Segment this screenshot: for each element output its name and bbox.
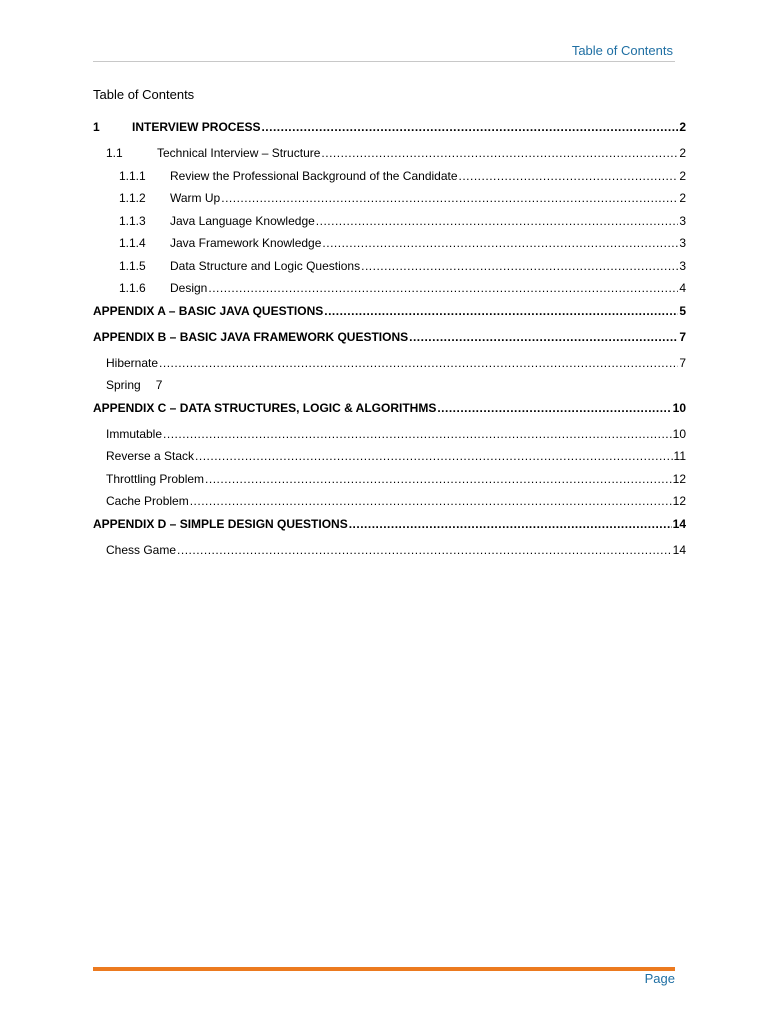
toc-entry-label: Reverse a Stack <box>106 449 195 463</box>
toc-entry[interactable] <box>93 447 686 470</box>
toc-dot-leader <box>437 399 671 417</box>
toc-entry[interactable] <box>93 354 686 377</box>
toc-entry-label: Hibernate <box>106 355 159 370</box>
table-of-contents <box>93 86 686 563</box>
toc-dot-leader <box>324 302 678 320</box>
toc-entry-page-number: 12 <box>672 494 686 508</box>
header-rule <box>93 61 675 62</box>
toc-dot-leader <box>321 144 678 162</box>
toc-entry-page-number: 11 <box>673 449 686 463</box>
toc-dot-leader <box>316 212 679 230</box>
toc-entry-label: Technical Interview – Structure <box>157 146 321 160</box>
toc-entry[interactable] <box>93 541 686 564</box>
toc-entry-label: Design <box>170 281 208 295</box>
toc-dot-leader <box>261 118 678 136</box>
toc-entry-label: APPENDIX D – SIMPLE DESIGN QUESTIONS <box>93 516 348 531</box>
toc-dot-leader <box>159 354 678 372</box>
toc-entry-number: 1.1.1 <box>119 168 146 183</box>
toc-dot-leader <box>459 167 679 185</box>
toc-entry-page-number: 7 <box>679 355 686 370</box>
toc-entry[interactable] <box>93 492 686 515</box>
toc-dot-leader <box>409 328 678 346</box>
toc-entry-label: APPENDIX B – BASIC JAVA FRAMEWORK QUESTIONS <box>93 329 409 344</box>
toc-entry-page-number: 10 <box>672 426 686 441</box>
toc-entry[interactable] <box>93 470 686 493</box>
toc-entry-page-number: 14 <box>672 542 686 557</box>
toc-entry-page-number: 2 <box>679 146 686 160</box>
toc-dot-leader <box>208 279 678 297</box>
toc-dot-leader <box>205 470 672 488</box>
toc-dot-leader <box>163 425 672 443</box>
toc-entry[interactable] <box>93 212 686 235</box>
toc-entry-number: 1.1.3 <box>119 213 146 228</box>
toc-entry-number: 1.1 <box>106 146 123 160</box>
toc-entry[interactable] <box>93 118 686 144</box>
toc-dot-leader <box>221 189 678 207</box>
toc-entry[interactable] <box>93 257 686 280</box>
toc-entry-page-number: 12 <box>672 471 686 486</box>
toc-entry[interactable] <box>93 189 686 212</box>
toc-entry[interactable] <box>93 425 686 448</box>
toc-dot-leader <box>177 541 672 559</box>
toc-entry-label: Immutable <box>106 426 163 441</box>
toc-dot-leader <box>322 234 678 252</box>
toc-entry[interactable] <box>93 279 686 302</box>
toc-entry-label: Java Framework Knowledge <box>170 236 322 250</box>
toc-entry-page-number: 7 <box>155 378 163 392</box>
toc-entry-number: 1.1.4 <box>119 236 146 250</box>
toc-entry-label: Spring <box>106 378 141 392</box>
toc-entry-label: INTERVIEW PROCESS <box>132 120 261 134</box>
running-header-title: Table of Contents <box>571 43 673 58</box>
toc-entry[interactable] <box>93 376 686 399</box>
toc-entry-page-number: 2 <box>679 191 686 205</box>
toc-entry[interactable] <box>93 234 686 257</box>
toc-entry[interactable] <box>93 515 686 541</box>
toc-entry[interactable] <box>93 302 686 328</box>
toc-entry-page-number: 3 <box>679 236 686 250</box>
toc-entry-page-number: 4 <box>679 281 686 295</box>
toc-entry-label: Java Language Knowledge <box>170 213 315 228</box>
toc-entry-label: Review the Professional Background of the Candidate <box>170 168 458 183</box>
toc-entry[interactable] <box>93 167 686 190</box>
toc-entry-number: 1.1.5 <box>119 258 146 273</box>
toc-dot-leader <box>349 515 672 533</box>
toc-entry-number: 1 <box>93 120 100 134</box>
toc-entry-label: Cache Problem <box>106 494 189 508</box>
footer-page-label: Page <box>644 971 675 986</box>
toc-entries <box>93 118 686 563</box>
toc-entry-number: 1.1.2 <box>119 191 146 205</box>
toc-entry-page-number: 3 <box>679 258 686 273</box>
toc-entry-page-number: 10 <box>672 400 686 415</box>
toc-dot-leader <box>361 257 678 275</box>
toc-entry[interactable] <box>93 399 686 425</box>
toc-entry-label: Chess Game <box>106 542 177 557</box>
toc-entry[interactable] <box>93 144 686 167</box>
toc-entry-page-number: 14 <box>672 516 686 531</box>
toc-entry-label: Warm Up <box>170 191 221 205</box>
toc-entry-page-number: 7 <box>679 329 686 344</box>
toc-entry-number: 1.1.6 <box>119 281 146 295</box>
toc-entry-label: APPENDIX A – BASIC JAVA QUESTIONS <box>93 303 324 318</box>
footer-rule <box>93 967 675 971</box>
toc-entry-label: Data Structure and Logic Questions <box>170 258 361 273</box>
toc-dot-leader <box>190 492 672 510</box>
toc-entry-label: APPENDIX C – DATA STRUCTURES, LOGIC & ALGORITHMS <box>93 400 437 415</box>
toc-dot-leader <box>195 447 672 465</box>
toc-entry-label: Throttling Problem <box>106 471 205 486</box>
toc-entry-page-number: 2 <box>679 120 686 134</box>
toc-heading: Table of Contents <box>93 87 195 102</box>
toc-entry-page-number: 5 <box>679 303 686 318</box>
toc-entry-page-number: 2 <box>679 168 686 183</box>
toc-entry[interactable] <box>93 328 686 354</box>
toc-entry-page-number: 3 <box>679 213 686 228</box>
